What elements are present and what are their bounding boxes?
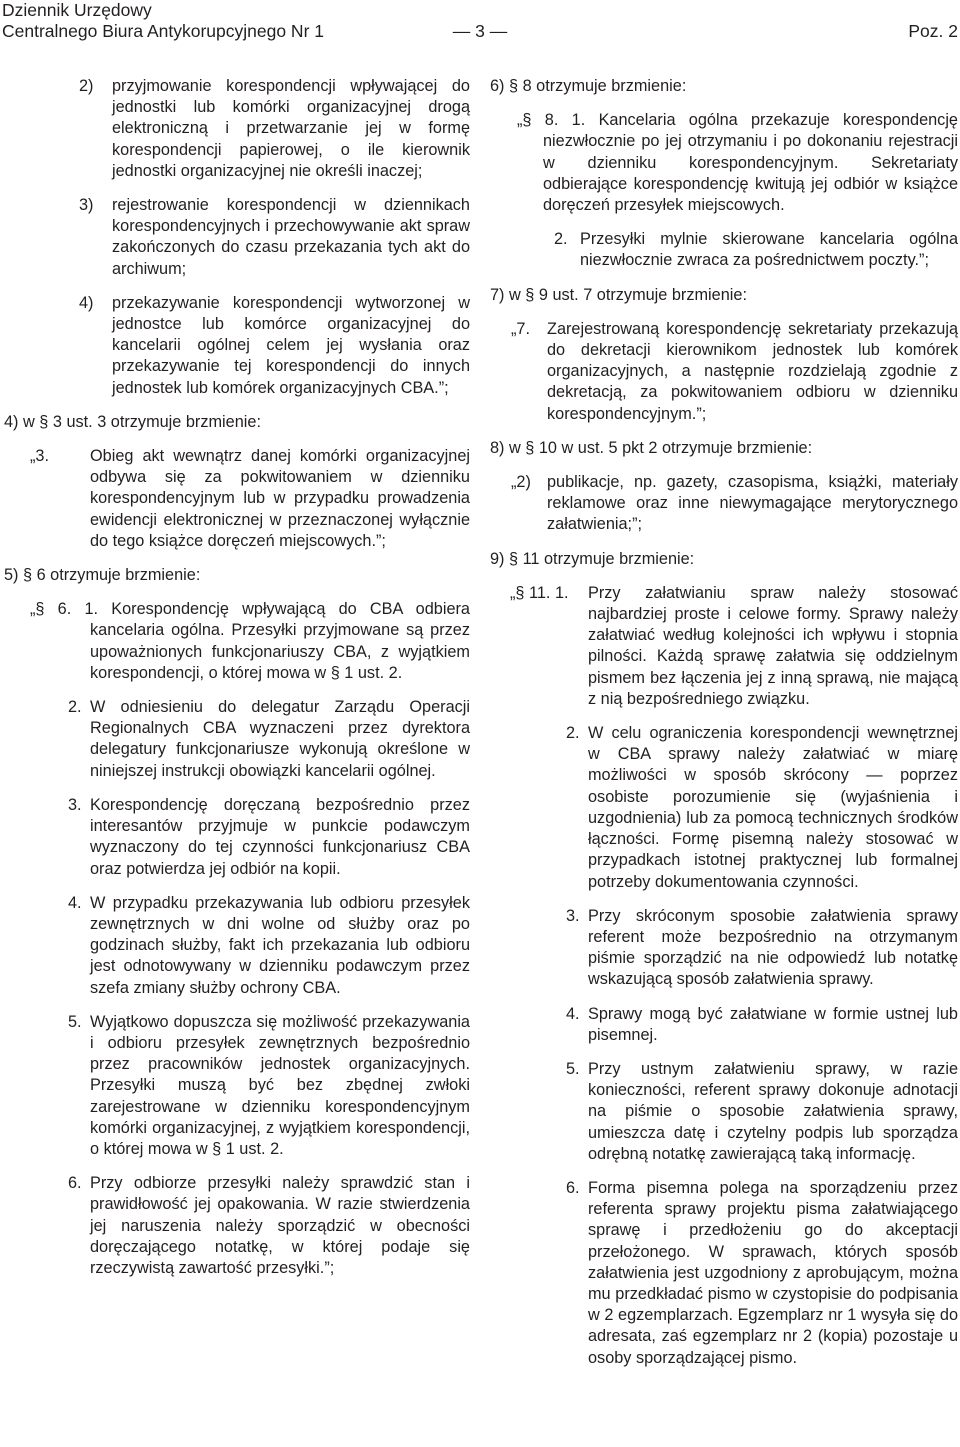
sub-paragraph [490, 229, 958, 271]
sub-paragraph [490, 1059, 958, 1165]
amendment-heading: 8) w § 10 w ust. 5 pkt 2 otrzymuje brzmienie: [490, 438, 813, 457]
list-item [4, 195, 470, 280]
item-text: przyjmowanie korespondencji wpływającej do jednostki lub komórki organizacyjnej drogą elektroniczną i przetwarzanie jej w formę korespondencji papierowej, o ile kierownik jednostki organizacyjnej nie określi inaczej; [112, 77, 470, 180]
page-header [0, 0, 960, 44]
item-text: rejestrowanie korespondencji w dziennikach korespondencyjnych i przechowywanie akt spraw zakończonych do czasu przekazania tych akt do archiwum; [112, 196, 470, 278]
item-text: przekazywanie korespondencji wytworzonej w jednostce lub komórce organizacyjnej do kancelarii ogólnej celem jej wysłania oraz przekazywanie tej korespondencji do innych jednostek lub komórek organizacyjnych CBA.”; [112, 293, 470, 397]
paragraph-text: W przypadku przekazywania lub odbioru przesyłek zewnętrznych w dni wolne od służby oraz po godzinach służby, fakt ich przekazania lub odbioru jest odnotowywany w dzienniku podawczym przez szefa zmiany służby ochrony CBA. [90, 893, 470, 997]
paragraph-text: W celu ograniczenia korespondencji wewnętrznej w CBA sprawy należy załatwiać w miarę możliwości w sposób skrócony — poprzez osobiste porozumienie się (wyjaśnienia i uzgodnienia) lub za pomocą technicznych środków łączności. Formę pisemną należy stosować w przypadkach istotnej praktycznej lub formalnej potrzeby dokumentowania czynności. [588, 724, 958, 891]
amendment-heading: 4) w § 3 ust. 3 otrzymuje brzmienie: [4, 412, 261, 431]
list-item [4, 293, 470, 399]
paragraph-number: 2. [566, 724, 580, 743]
paragraph-text: Korespondencję doręczaną bezpośrednio przez interesantów przyjmuje w punkcie podawczym wyznaczony do tej czynności funkcjonariusz CBA oraz potwierdza jej odbiór na kopii. [90, 795, 470, 878]
amendment-heading: 7) w § 9 ust. 7 otrzymuje brzmienie: [490, 285, 747, 304]
paragraph-number: „§ 11. 1. [510, 583, 569, 602]
sub-paragraph [490, 723, 958, 893]
paragraph-text: Przy załatwianiu spraw należy stosować najbardziej proste i celowe formy. Sprawy należy załatwiać według kolejności ich wpływu i stopnia pilności. Każdą sprawę załatwia się oddzielnym pismem bez łączenia jej z inną sprawą, nie mającą z nią bezpośredniego związku. [588, 583, 958, 708]
paragraph-number: 3. [566, 906, 580, 925]
amendment-heading: 9) § 11 otrzymuje brzmienie: [490, 549, 695, 568]
quoted-paragraph [490, 110, 958, 216]
sub-paragraph [490, 1178, 958, 1369]
issuer-name: Centralnego Biura Antykorupcyjnego Nr 1 [2, 21, 324, 41]
paragraph-text: Przy odbiorze przesyłki należy sprawdzić stan i prawidłowość jej opakowania. W razie stwierdzenia jej naruszenia należy sporządzić w obecności doręczającego notatkę, w której podaje się rzeczywistą zawartość przesyłki.”; [90, 1174, 470, 1277]
quoted-paragraph [490, 583, 958, 710]
quoted-paragraph [4, 599, 470, 684]
journal-title: Dziennik Urzędowy [2, 0, 152, 20]
paragraph-number: 6. [68, 1174, 82, 1193]
amendment-heading: 6) § 8 otrzymuje brzmienie: [490, 77, 687, 95]
paragraph-text: Forma pisemna polega na sporządzeniu przez referenta sprawy projektu pisma załatwiającego sprawę i przedłożeniu go do akceptacji przełożonego. W sprawach, których sposób załatwienia jest uzgodniony z aprobującym, można mu przedkładać pismo w czystopisie do podpisania w 2 egzemplarzach. Egzemplarz nr 1 wysyła się do adresata, zaś egzemplarz nr 2 (kopia) pozostaje u osoby sporządzającej pismo. [588, 1178, 958, 1367]
position-label: Poz. 2 [908, 21, 958, 41]
sub-paragraph [4, 1012, 470, 1160]
left-column [4, 76, 470, 1279]
paragraph-number: „7. [511, 319, 531, 338]
paragraph-text: Wyjątkowo dopuszcza się możliwość przekazywania i odbioru przesyłek zewnętrznych bezpośrednio przez pracowników jednostek organizacyjnych. Przesyłki muszą być bez zbędnej zwłoki zarejestrowane w dzienniku korespondencyjnym komórki organizacyjnej, z wyjątkiem korespondencji, o której mowa w § 1 ust. 2. [90, 1012, 470, 1158]
paragraph-text: Korespondencję wpływającą do CBA odbiera kancelaria ogólna. Przesyłki przyjmowane są przez upoważnionych funkcjonariuszy CBA, z wyjątkiem korespondencji, o której mowa w § 1 ust. 2. [90, 600, 470, 682]
page-number: — 3 — [452, 21, 508, 41]
paragraph-text: Przy skróconym sposobie załatwienia sprawy referent może bezpośrednio na otrzymanym piśmie sporządzić na nie odpowiedź lub notatkę wskazującą sposób załatwienia sprawy. [588, 906, 958, 989]
paragraph-text: Kancelaria ogólna przekazuje korespondencję niezwłocznie po jej otrzymaniu i po dokonaniu rejestracji w dzienniku korespondencyjnym. Sekretariaty odbierające korespondencję kwitują jej odbiór w książce doręczeń przesyłek miejscowych. [543, 111, 958, 215]
paragraph-text: publikacje, np. gazety, czasopisma, książki, materiały reklamowe oraz inne niewymagające merytorycznego załatwienia;”; [547, 473, 958, 534]
quoted-paragraph [4, 446, 470, 552]
quoted-paragraph [490, 472, 958, 536]
sub-paragraph [4, 697, 470, 782]
sub-paragraph [4, 795, 470, 880]
paragraph-number: 5. [566, 1059, 580, 1078]
paragraph-number: 3. [68, 795, 82, 814]
paragraph-text: Sprawy mogą być załatwiane w formie ustnej lub pisemnej. [588, 1004, 958, 1044]
paragraph-text: Zarejestrowaną korespondencję sekretariaty przekazują do dekretacji kierownikom jednostek lub komórek organizacyjnych, a następnie rozdzielają zgodnie z dekretacją, za pokwitowaniem odbioru w dzienniku korespondencyjnym.”; [547, 319, 958, 423]
paragraph-number: 5. [68, 1012, 82, 1031]
paragraph-text: Obieg akt wewnątrz danej komórki organizacyjnej odbywa się za pokwitowaniem w dzienniku korespondencyjnym lub w przypadku prowadzenia ewidencji elektronicznej w przeznaczonej wyłącznie do tego książce doręczeń miejscowych.”; [90, 447, 470, 550]
list-item [4, 76, 470, 182]
paragraph-number: „2) [511, 473, 531, 492]
item-number: 4) [79, 293, 94, 312]
paragraph-number: 6. [566, 1178, 580, 1197]
paragraph-number: „§ 8. 1. [517, 111, 586, 130]
paragraph-number: „§ 6. 1. [30, 600, 99, 619]
paragraph-text: Przesyłki mylnie skierowane kancelaria ogólna niezwłocznie zwraca za pośrednictwem poczty.”; [580, 230, 958, 270]
paragraph-text: W odniesieniu do delegatur Zarządu Operacji Regionalnych CBA wyznaczeni przez dyrektora delegatury funkcjonariusze wykonują określone w niniejszej instrukcji obowiązki kancelarii ogólnej. [90, 698, 470, 780]
paragraph-text: Przy ustnym załatwieniu sprawy, w razie konieczności, referent sprawy dokonuje adnotacji na piśmie o sposobie załatwienia sprawy, umieszcza datę i czytelny podpis lub sporządza odrębną notatkę zawierającą taką informację. [588, 1059, 958, 1163]
sub-paragraph [490, 906, 958, 991]
item-number: 3) [79, 196, 94, 215]
paragraph-number: 2. [554, 230, 568, 249]
right-column [490, 76, 958, 1369]
sub-paragraph [4, 1173, 470, 1279]
sub-paragraph [490, 1004, 958, 1046]
paragraph-number: 2. [68, 698, 82, 717]
quoted-paragraph [490, 319, 958, 425]
amendment-heading: 5) § 6 otrzymuje brzmienie: [4, 566, 201, 585]
sub-paragraph [4, 893, 470, 999]
item-number: 2) [79, 77, 94, 95]
paragraph-number: 4. [566, 1004, 580, 1023]
paragraph-number: 4. [68, 893, 82, 912]
paragraph-number: „3. [30, 447, 50, 466]
